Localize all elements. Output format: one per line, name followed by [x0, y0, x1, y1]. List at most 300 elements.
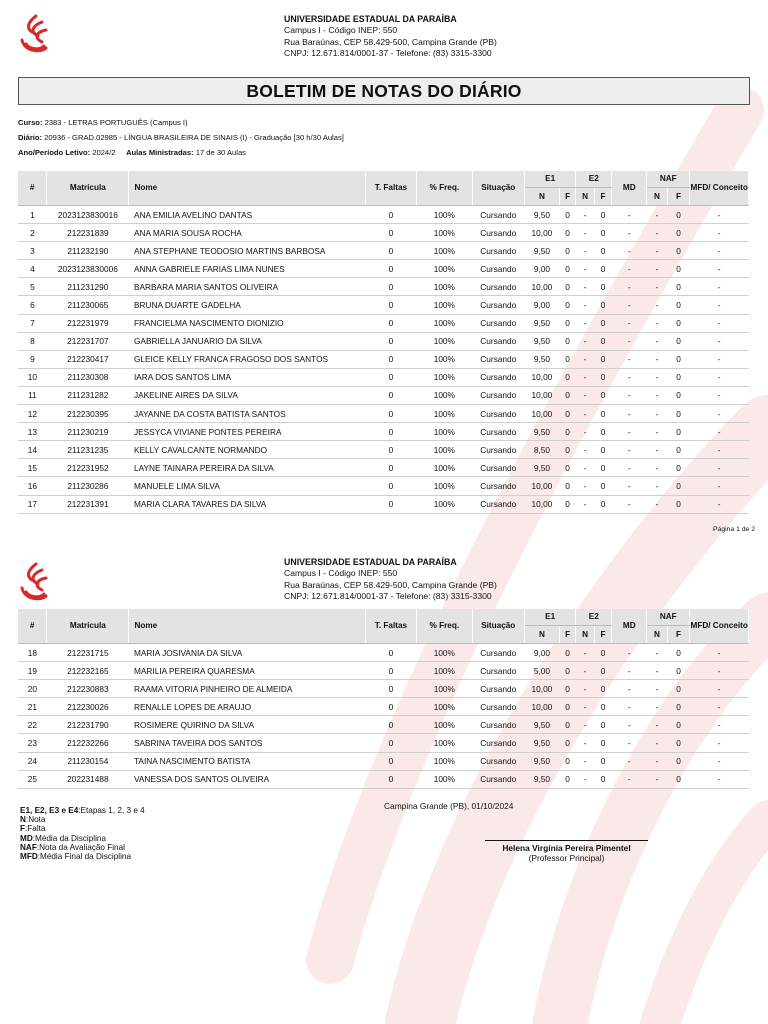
cell-num: 6	[18, 296, 47, 314]
cell-freq: 100%	[417, 644, 472, 662]
city-date: Campina Grande (PB), 01/10/2024	[384, 801, 514, 811]
cell-e2f: 0	[594, 477, 611, 495]
cell-mfd: -	[690, 698, 749, 716]
col-e2-n: N	[576, 626, 594, 644]
cell-nafn: -	[647, 423, 668, 441]
page-number: Página 1 de 2	[713, 526, 755, 533]
cell-e2f: 0	[594, 296, 611, 314]
cell-matricula: 211230308	[47, 368, 129, 386]
col-matricula: Matrícula	[47, 171, 129, 206]
cell-naff: 0	[667, 698, 690, 716]
table-row	[18, 734, 749, 752]
cell-e1n: 9,50	[524, 716, 559, 734]
col-matricula: Matrícula	[47, 609, 129, 644]
cell-e2f: 0	[594, 734, 611, 752]
cell-freq: 100%	[417, 441, 472, 459]
university-logo-icon	[18, 562, 50, 604]
cell-e2f: 0	[594, 206, 611, 224]
cell-e2f: 0	[594, 680, 611, 698]
cell-faltas: 0	[365, 477, 416, 495]
cell-num: 1	[18, 206, 47, 224]
cell-e1f: 0	[559, 495, 575, 513]
cell-mfd: -	[690, 278, 749, 296]
signature-name: Helena Virgínia Pereira Pimentel	[502, 843, 631, 853]
cell-e2n: -	[576, 495, 594, 513]
cell-mfd: -	[690, 477, 749, 495]
col-e2: E2	[576, 609, 612, 626]
table-row	[18, 752, 749, 770]
legend-item	[20, 824, 145, 833]
cell-e2n: -	[576, 698, 594, 716]
cell-e1f: 0	[559, 477, 575, 495]
cell-freq: 100%	[417, 770, 472, 788]
cell-freq: 100%	[417, 260, 472, 278]
cell-e2f: 0	[594, 662, 611, 680]
cell-e2n: -	[576, 350, 594, 368]
cell-faltas: 0	[365, 350, 416, 368]
col-naf-n: N	[647, 188, 668, 206]
legend-desc: :Etapas 1, 2, 3 e 4	[78, 806, 145, 815]
cell-num: 18	[18, 644, 47, 662]
col-e1: E1	[524, 171, 575, 188]
cell-num: 22	[18, 716, 47, 734]
col-md: MD	[612, 171, 647, 206]
cell-e2n: -	[576, 441, 594, 459]
grades-table-page-1	[18, 171, 749, 514]
cell-md: -	[612, 368, 647, 386]
cell-e1n: 9,50	[524, 770, 559, 788]
cell-naff: 0	[667, 644, 690, 662]
cell-faltas: 0	[365, 441, 416, 459]
cell-md: -	[612, 716, 647, 734]
col-naf-f: F	[667, 188, 690, 206]
cell-md: -	[612, 752, 647, 770]
cell-mfd: -	[690, 260, 749, 278]
cell-e1n: 9,50	[524, 314, 559, 332]
cell-e1n: 10,00	[524, 495, 559, 513]
cell-faltas: 0	[365, 698, 416, 716]
cell-e1n: 10,00	[524, 477, 559, 495]
cell-mfd: -	[690, 206, 749, 224]
cell-faltas: 0	[365, 680, 416, 698]
cell-nome: ANA STEPHANE TEODOSIO MARTINS BARBOSA	[129, 242, 365, 260]
cell-situacao: Cursando	[472, 698, 524, 716]
cell-mfd: -	[690, 350, 749, 368]
signature-line	[485, 840, 648, 841]
cell-e1f: 0	[559, 224, 575, 242]
cell-faltas: 0	[365, 224, 416, 242]
cell-faltas: 0	[365, 296, 416, 314]
cell-e1n: 9,50	[524, 206, 559, 224]
cell-e1n: 9,50	[524, 752, 559, 770]
cell-mfd: -	[690, 459, 749, 477]
cell-mfd: -	[690, 734, 749, 752]
cell-nome: BARBARA MARIA SANTOS OLIVEIRA	[129, 278, 365, 296]
cell-situacao: Cursando	[472, 662, 524, 680]
cell-naff: 0	[667, 495, 690, 513]
cell-naff: 0	[667, 350, 690, 368]
cell-e1f: 0	[559, 242, 575, 260]
cell-matricula: 212231952	[47, 459, 129, 477]
cell-num: 3	[18, 242, 47, 260]
cell-nafn: -	[647, 332, 668, 350]
cell-e2f: 0	[594, 350, 611, 368]
legend-item	[20, 815, 145, 824]
table-row	[18, 260, 749, 278]
cell-freq: 100%	[417, 224, 472, 242]
cell-e2f: 0	[594, 716, 611, 734]
cell-e2f: 0	[594, 441, 611, 459]
cell-nafn: -	[647, 495, 668, 513]
cell-nome: JAKELINE AIRES DA SILVA	[129, 386, 365, 404]
cell-e2n: -	[576, 242, 594, 260]
cell-nafn: -	[647, 644, 668, 662]
cell-situacao: Cursando	[472, 350, 524, 368]
cell-e1f: 0	[559, 716, 575, 734]
cell-md: -	[612, 495, 647, 513]
legend	[20, 806, 145, 861]
cell-md: -	[612, 314, 647, 332]
cell-e1f: 0	[559, 423, 575, 441]
cell-md: -	[612, 296, 647, 314]
cell-nafn: -	[647, 386, 668, 404]
cell-nome: LAYNE TAINARA PEREIRA DA SILVA	[129, 459, 365, 477]
legend-term: NAF	[20, 842, 37, 852]
cell-e2f: 0	[594, 386, 611, 404]
cell-num: 4	[18, 260, 47, 278]
table-row	[18, 314, 749, 332]
cell-faltas: 0	[365, 459, 416, 477]
cell-faltas: 0	[365, 716, 416, 734]
cell-freq: 100%	[417, 423, 472, 441]
col-faltas: T. Faltas	[365, 171, 416, 206]
cell-nome: GLEICE KELLY FRANCA FRAGOSO DOS SANTOS	[129, 350, 365, 368]
institution-header	[284, 557, 497, 603]
cell-nome: SABRINA TAVEIRA DOS SANTOS	[129, 734, 365, 752]
cell-e2f: 0	[594, 332, 611, 350]
table-row	[18, 242, 749, 260]
cell-mfd: -	[690, 423, 749, 441]
cell-nafn: -	[647, 405, 668, 423]
cell-situacao: Cursando	[472, 441, 524, 459]
cell-e1f: 0	[559, 662, 575, 680]
cell-nafn: -	[647, 242, 668, 260]
cell-faltas: 0	[365, 734, 416, 752]
cell-md: -	[612, 224, 647, 242]
cell-e1n: 9,00	[524, 644, 559, 662]
cell-matricula: 211230219	[47, 423, 129, 441]
institution-address: Rua Baraúnas, CEP 58.429-500, Campina Grande (PB)	[284, 579, 497, 590]
cell-situacao: Cursando	[472, 770, 524, 788]
curso-value: 2383 - LETRAS PORTUGUÊS (Campus I)	[44, 118, 188, 127]
table-row	[18, 698, 749, 716]
cell-naff: 0	[667, 278, 690, 296]
cell-faltas: 0	[365, 770, 416, 788]
cell-e1f: 0	[559, 296, 575, 314]
col-e1-f: F	[559, 626, 575, 644]
cell-nome: ANA EMILIA AVELINO DANTAS	[129, 206, 365, 224]
cell-freq: 100%	[417, 662, 472, 680]
cell-nafn: -	[647, 716, 668, 734]
cell-naff: 0	[667, 477, 690, 495]
cell-e2n: -	[576, 405, 594, 423]
cell-e2n: -	[576, 206, 594, 224]
cell-mfd: -	[690, 242, 749, 260]
cell-mfd: -	[690, 644, 749, 662]
cell-situacao: Cursando	[472, 477, 524, 495]
cell-e2f: 0	[594, 314, 611, 332]
cell-e2n: -	[576, 314, 594, 332]
cell-num: 16	[18, 477, 47, 495]
cell-nafn: -	[647, 459, 668, 477]
cell-e2f: 0	[594, 770, 611, 788]
cell-mfd: -	[690, 752, 749, 770]
cell-e1f: 0	[559, 644, 575, 662]
cell-e2n: -	[576, 296, 594, 314]
table-row	[18, 350, 749, 368]
cell-e2f: 0	[594, 224, 611, 242]
cell-naff: 0	[667, 770, 690, 788]
cell-nome: MARIA JOSIVANIA DA SILVA	[129, 644, 365, 662]
cell-e1f: 0	[559, 368, 575, 386]
cell-freq: 100%	[417, 734, 472, 752]
cell-md: -	[612, 206, 647, 224]
cell-mfd: -	[690, 224, 749, 242]
cell-num: 7	[18, 314, 47, 332]
cell-e2f: 0	[594, 423, 611, 441]
legend-item	[20, 834, 145, 843]
cell-matricula: 212231839	[47, 224, 129, 242]
cell-md: -	[612, 260, 647, 278]
cell-naff: 0	[667, 260, 690, 278]
cell-e1f: 0	[559, 680, 575, 698]
cell-naff: 0	[667, 224, 690, 242]
cell-md: -	[612, 680, 647, 698]
cell-e2n: -	[576, 734, 594, 752]
grades-table-page-2	[18, 609, 749, 789]
cell-freq: 100%	[417, 680, 472, 698]
cell-nome: ANNA GABRIELE FARIAS LIMA NUNES	[129, 260, 365, 278]
cell-nome: VANESSA DOS SANTOS OLIVEIRA	[129, 770, 365, 788]
cell-e1f: 0	[559, 278, 575, 296]
cell-e2n: -	[576, 716, 594, 734]
cell-md: -	[612, 441, 647, 459]
col-e2-f: F	[594, 188, 611, 206]
cell-mfd: -	[690, 716, 749, 734]
cell-situacao: Cursando	[472, 332, 524, 350]
grades-body-page-1	[18, 206, 749, 514]
cell-nafn: -	[647, 260, 668, 278]
cell-num: 8	[18, 332, 47, 350]
cell-e1f: 0	[559, 386, 575, 404]
cell-freq: 100%	[417, 495, 472, 513]
curso-label: Curso:	[18, 118, 43, 127]
table-row	[18, 386, 749, 404]
cell-situacao: Cursando	[472, 368, 524, 386]
cell-nafn: -	[647, 770, 668, 788]
cell-md: -	[612, 644, 647, 662]
cell-faltas: 0	[365, 644, 416, 662]
cell-e1f: 0	[559, 734, 575, 752]
legend-term: MFD	[20, 852, 38, 862]
col-e2-f: F	[594, 626, 611, 644]
cell-e1f: 0	[559, 459, 575, 477]
cell-faltas: 0	[365, 386, 416, 404]
cell-mfd: -	[690, 770, 749, 788]
table-row	[18, 206, 749, 224]
col-num: #	[18, 171, 47, 206]
cell-md: -	[612, 459, 647, 477]
col-situacao: Situação	[472, 171, 524, 206]
cell-matricula: 212230883	[47, 680, 129, 698]
cell-freq: 100%	[417, 386, 472, 404]
cell-mfd: -	[690, 662, 749, 680]
cell-e1n: 10,00	[524, 224, 559, 242]
cell-mfd: -	[690, 386, 749, 404]
cell-nome: BRUNA DUARTE GADELHA	[129, 296, 365, 314]
col-situacao: Situação	[472, 609, 524, 644]
table-row	[18, 770, 749, 788]
cell-e2n: -	[576, 770, 594, 788]
cell-situacao: Cursando	[472, 386, 524, 404]
cell-e2f: 0	[594, 368, 611, 386]
cell-e1f: 0	[559, 206, 575, 224]
cell-nafn: -	[647, 296, 668, 314]
cell-faltas: 0	[365, 260, 416, 278]
cell-faltas: 0	[365, 405, 416, 423]
table-row	[18, 296, 749, 314]
legend-desc: :Falta	[25, 824, 46, 834]
ano-value: 2024/2	[92, 147, 116, 157]
cell-e1f: 0	[559, 770, 575, 788]
cell-mfd: -	[690, 680, 749, 698]
cell-e1f: 0	[559, 332, 575, 350]
cell-matricula: 2023123830006	[47, 260, 129, 278]
cell-e2n: -	[576, 752, 594, 770]
cell-matricula: 211230065	[47, 296, 129, 314]
cell-freq: 100%	[417, 459, 472, 477]
cell-naff: 0	[667, 423, 690, 441]
cell-e1n: 9,50	[524, 459, 559, 477]
table-row	[18, 495, 749, 513]
cell-e2n: -	[576, 423, 594, 441]
cell-situacao: Cursando	[472, 314, 524, 332]
col-e1-n: N	[524, 626, 559, 644]
cell-naff: 0	[667, 662, 690, 680]
cell-e1n: 5,00	[524, 662, 559, 680]
cell-nafn: -	[647, 368, 668, 386]
cell-situacao: Cursando	[472, 752, 524, 770]
cell-e1n: 10,00	[524, 278, 559, 296]
cell-num: 24	[18, 752, 47, 770]
institution-name: UNIVERSIDADE ESTADUAL DA PARAÍBA	[284, 14, 457, 24]
cell-e2n: -	[576, 662, 594, 680]
legend-desc: :Média Final da Disciplina	[37, 852, 132, 862]
institution-campus: Campus I - Código INEP: 550	[284, 568, 398, 579]
cell-nafn: -	[647, 314, 668, 332]
cell-e1f: 0	[559, 752, 575, 770]
legend-term: E1, E2, E3 e E4	[20, 806, 79, 815]
cell-matricula: 212232266	[47, 734, 129, 752]
cell-freq: 100%	[417, 206, 472, 224]
col-nome: Nome	[129, 171, 365, 206]
cell-naff: 0	[667, 296, 690, 314]
cell-e1f: 0	[559, 441, 575, 459]
table-row	[18, 716, 749, 734]
cell-naff: 0	[667, 314, 690, 332]
cell-e1n: 8,50	[524, 441, 559, 459]
cell-naff: 0	[667, 206, 690, 224]
cell-faltas: 0	[365, 314, 416, 332]
cell-freq: 100%	[417, 242, 472, 260]
cell-mfd: -	[690, 495, 749, 513]
cell-e2n: -	[576, 459, 594, 477]
cell-naff: 0	[667, 386, 690, 404]
institution-header	[284, 14, 497, 60]
cell-e1n: 9,00	[524, 296, 559, 314]
cell-nome: MARIA CLARA TAVARES DA SILVA	[129, 495, 365, 513]
cell-e2f: 0	[594, 242, 611, 260]
table-row	[18, 405, 749, 423]
cell-md: -	[612, 698, 647, 716]
cell-situacao: Cursando	[472, 206, 524, 224]
col-naf: NAF	[647, 609, 690, 626]
cell-e2n: -	[576, 332, 594, 350]
cell-situacao: Cursando	[472, 242, 524, 260]
col-naf-f: F	[667, 626, 690, 644]
col-md: MD	[612, 609, 647, 644]
cell-matricula: 212232165	[47, 662, 129, 680]
col-e1-f: F	[559, 188, 575, 206]
cell-naff: 0	[667, 332, 690, 350]
cell-nome: JAYANNE DA COSTA BATISTA SANTOS	[129, 405, 365, 423]
cell-matricula: 211231290	[47, 278, 129, 296]
cell-matricula: 212231707	[47, 332, 129, 350]
cell-faltas: 0	[365, 662, 416, 680]
cell-e2f: 0	[594, 260, 611, 278]
col-mfd: MFD/ Conceito	[690, 171, 749, 206]
cell-faltas: 0	[365, 495, 416, 513]
cell-e2f: 0	[594, 752, 611, 770]
cell-e1f: 0	[559, 260, 575, 278]
cell-mfd: -	[690, 441, 749, 459]
table-row	[18, 368, 749, 386]
cell-e2n: -	[576, 368, 594, 386]
table-row	[18, 662, 749, 680]
cell-matricula: 212230417	[47, 350, 129, 368]
cell-num: 12	[18, 405, 47, 423]
cell-matricula: 212231391	[47, 495, 129, 513]
cell-num: 13	[18, 423, 47, 441]
col-faltas: T. Faltas	[365, 609, 416, 644]
cell-naff: 0	[667, 716, 690, 734]
table-row	[18, 459, 749, 477]
institution-name: UNIVERSIDADE ESTADUAL DA PARAÍBA	[284, 557, 457, 567]
col-freq: % Freq.	[417, 171, 472, 206]
cell-md: -	[612, 662, 647, 680]
legend-term: MD	[20, 833, 33, 843]
cell-faltas: 0	[365, 206, 416, 224]
cell-nome: ANA MARIA SOUSA ROCHA	[129, 224, 365, 242]
cell-nome: TAINA NASCIMENTO BATISTA	[129, 752, 365, 770]
col-e2-n: N	[576, 188, 594, 206]
cell-num: 10	[18, 368, 47, 386]
table-row	[18, 441, 749, 459]
cell-naff: 0	[667, 405, 690, 423]
cell-md: -	[612, 770, 647, 788]
legend-item	[20, 852, 145, 861]
cell-situacao: Cursando	[472, 278, 524, 296]
